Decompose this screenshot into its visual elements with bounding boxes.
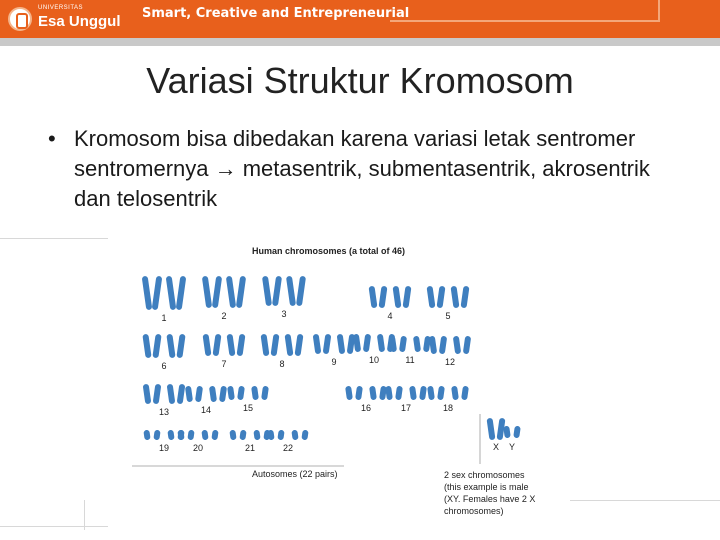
- chromosome-18-b: [451, 386, 469, 401]
- chromosome-label-9: 9: [331, 357, 337, 367]
- chromosome-7-a: [202, 334, 221, 357]
- chromosome-3-a: [262, 276, 282, 307]
- chromosome-22-b: [291, 430, 308, 441]
- chromosome-label-17: 17: [400, 403, 412, 413]
- chromosome-label-3: 3: [281, 309, 287, 319]
- chromosome-1-a: [142, 276, 163, 311]
- chromosome-8-b: [284, 334, 303, 357]
- chromosome-5-b: [450, 286, 469, 309]
- chromosome-4-b: [392, 286, 411, 309]
- chromosome-21-a: [229, 430, 246, 441]
- chromosome-13-b: [167, 384, 186, 405]
- chromosome-label-10: 10: [368, 355, 380, 365]
- chromosome-14-a: [185, 386, 203, 403]
- sex-caption-line-4: chromosomes): [444, 506, 504, 516]
- chromosome-9-b: [337, 334, 356, 355]
- tagline: Smart, Creative and Entrepreneurial: [142, 6, 410, 21]
- chromosome-3-b: [286, 276, 306, 307]
- chromosome-13-a: [143, 384, 162, 405]
- chromosome-22-a: [267, 430, 284, 441]
- chromosome-14-b: [209, 386, 227, 403]
- chromosome-9-a: [313, 334, 332, 355]
- chromosome-15-b: [251, 386, 269, 401]
- chromosome-label-6: 6: [161, 361, 167, 371]
- logo-text: Esa Unggul: [38, 13, 121, 30]
- chromosome-label-18: 18: [442, 403, 454, 413]
- chromosome-label-1: 1: [161, 313, 167, 323]
- chromosome-5-a: [426, 286, 445, 309]
- chromosome-11-b: [413, 336, 431, 353]
- bullet-dot-icon: •: [48, 126, 56, 151]
- chromosome-19-a: [143, 430, 160, 441]
- chromosome-label-8: 8: [279, 359, 285, 369]
- logo-small-text: UNIVERSITAS: [38, 5, 84, 11]
- header-underline: [0, 38, 720, 46]
- sex-caption-line-2: (this example is male: [444, 482, 529, 492]
- chromosome-label-Y: Y: [508, 442, 516, 452]
- chromosome-1-b: [166, 276, 187, 311]
- chromosome-X: [486, 418, 505, 441]
- sex-caption-line-3: (XY. Females have 2 X: [444, 494, 536, 504]
- sex-caption-line-1: 2 sex chromosomes: [444, 470, 525, 480]
- chromosome-label-13: 13: [158, 407, 170, 417]
- chromosome-Y: [503, 426, 521, 439]
- chromosome-label-22: 22: [282, 443, 294, 453]
- chromosome-7-b: [226, 334, 245, 357]
- chromosome-4-a: [368, 286, 387, 309]
- chromosome-2-b: [226, 276, 246, 309]
- decor-line-left: [0, 238, 108, 239]
- slide-title: Variasi Struktur Kromosom: [146, 60, 574, 101]
- karyotype-diagram: [108, 236, 570, 540]
- logo-emblem-icon: [8, 7, 32, 31]
- decor-line-bottom: [0, 526, 108, 527]
- chromosome-label-16: 16: [360, 403, 372, 413]
- chromosome-label-14: 14: [200, 405, 212, 415]
- chromosome-17-a: [385, 386, 403, 401]
- chromosome-8-a: [260, 334, 279, 357]
- chromosome-11-a: [389, 336, 407, 353]
- chromosome-20-b: [201, 430, 218, 441]
- chromosome-15-a: [227, 386, 245, 401]
- chromosome-label-15: 15: [242, 403, 254, 413]
- chromosome-12-a: [429, 336, 447, 355]
- chromosome-label-20: 20: [192, 443, 204, 453]
- chromosome-label-7: 7: [221, 359, 227, 369]
- chromosome-17-b: [409, 386, 427, 401]
- chromosome-label-X: X: [492, 442, 500, 452]
- chromosome-label-21: 21: [244, 443, 256, 453]
- chromosome-label-2: 2: [221, 311, 227, 321]
- chromosome-label-5: 5: [445, 311, 451, 321]
- header-decoration: [390, 0, 660, 22]
- chromosome-label-19: 19: [158, 443, 170, 453]
- header-bar: [0, 0, 720, 38]
- chromosome-16-a: [345, 386, 363, 401]
- chromosome-6-a: [142, 334, 161, 359]
- decor-line-right: [570, 500, 720, 501]
- chromosome-label-12: 12: [444, 357, 456, 367]
- bullet-text: Kromosom bisa dibedakan karena variasi letak sentromer sentromernya → metasentrik, submentasentrik, akrosentrik dan telosentrik: [74, 126, 650, 211]
- figure-title: Human chromosomes (a total of 46): [252, 246, 406, 256]
- chromosome-2-a: [202, 276, 222, 309]
- chromosome-16-b: [369, 386, 387, 401]
- autosomes-caption: Autosomes (22 pairs): [252, 469, 338, 479]
- chromosome-20-a: [177, 430, 194, 441]
- chromosome-12-b: [453, 336, 471, 355]
- chromosome-label-11: 11: [405, 355, 415, 365]
- chromosome-18-a: [427, 386, 445, 401]
- university-logo: [8, 4, 126, 34]
- chromosome-6-b: [166, 334, 185, 359]
- chromosome-label-4: 4: [387, 311, 393, 321]
- chromosome-10-a: [353, 334, 371, 353]
- karyotype-figure: [108, 236, 570, 540]
